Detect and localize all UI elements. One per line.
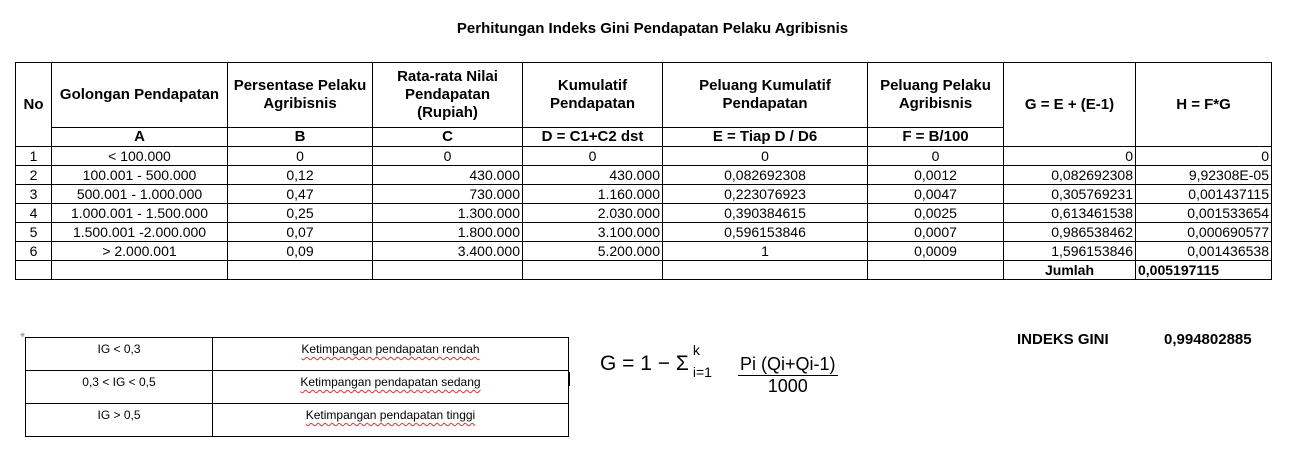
cell-rata-rata: 730.000: [373, 185, 523, 204]
cell-peluang-kumulatif: 0,390384615: [663, 204, 868, 223]
cell-golongan: 1.000.001 - 1.500.000: [52, 204, 228, 223]
cell-h: 0: [1136, 147, 1272, 166]
formula-numerator: Pi (Qi+Qi-1): [740, 354, 836, 374]
gini-legend-table: [25, 337, 569, 437]
table-row: [16, 242, 1272, 261]
cell-g: 0,305769231: [1004, 185, 1136, 204]
header-persentase: Persentase Pelaku Agribisnis: [228, 63, 373, 128]
page-title: Perhitungan Indeks Gini Pendapatan Pelaku Agribisnis: [456, 20, 849, 37]
cell-peluang-pelaku: 0,0009: [868, 242, 1004, 261]
table-row: [16, 204, 1272, 223]
cell-g: 0,082692308: [1004, 166, 1136, 185]
cell-rata-rata: 1.300.000: [373, 204, 523, 223]
cell-rata-rata: 430.000: [373, 166, 523, 185]
legend-row: [26, 338, 569, 371]
cell-rata-rata: 3.400.000: [373, 242, 523, 261]
cell-kumulatif: 430.000: [523, 166, 663, 185]
legend-meaning: Ketimpangan pendapatan tinggi: [213, 404, 569, 437]
cell-persentase: 0,09: [228, 242, 373, 261]
table-row: [16, 147, 1272, 166]
table-anchor-icon: ⌖: [20, 330, 26, 340]
table-row: [16, 223, 1272, 242]
subheader-a: A: [52, 128, 228, 147]
cell-g: 0: [1004, 147, 1136, 166]
cell-golongan: 100.001 - 500.000: [52, 166, 228, 185]
cell-peluang-kumulatif: 0: [663, 147, 868, 166]
cell-no: 1: [16, 147, 52, 166]
cell-golongan: 1.500.001 -2.000.000: [52, 223, 228, 242]
empty-cell: [523, 261, 663, 280]
cell-no: 6: [16, 242, 52, 261]
cell-no: 3: [16, 185, 52, 204]
text-cursor: [569, 372, 570, 386]
summation-symbol: Σ k i=1: [675, 342, 712, 380]
header-peluang-pelaku: Peluang Pelaku Agribisnis: [868, 63, 1004, 128]
formula-fraction: [738, 354, 838, 396]
cell-peluang-kumulatif: 0,596153846: [663, 223, 868, 242]
cell-no: 5: [16, 223, 52, 242]
cell-persentase: 0,12: [228, 166, 373, 185]
gini-formula: [600, 342, 724, 380]
cell-kumulatif: 5.200.000: [523, 242, 663, 261]
cell-persentase: 0,47: [228, 185, 373, 204]
header-no: No: [16, 63, 52, 147]
total-label: Jumlah: [1004, 261, 1136, 280]
legend-row: [26, 404, 569, 437]
cell-golongan: 500.001 - 1.000.000: [52, 185, 228, 204]
cell-peluang-kumulatif: 0,223076923: [663, 185, 868, 204]
subheader-d: D = C1+C2 dst: [523, 128, 663, 147]
header-rata-rata: Rata-rata Nilai Pendapatan (Rupiah): [373, 63, 523, 128]
table-row: [16, 166, 1272, 185]
cell-peluang-pelaku: 0,0012: [868, 166, 1004, 185]
legend-meaning: Ketimpangan pendapatan rendah: [213, 338, 569, 371]
cell-peluang-kumulatif: 0,082692308: [663, 166, 868, 185]
cell-no: 4: [16, 204, 52, 223]
subheader-e: E = Tiap D / D6: [663, 128, 868, 147]
cell-peluang-pelaku: 0,0047: [868, 185, 1004, 204]
empty-cell: [52, 261, 228, 280]
cell-h: 0,001437115: [1136, 185, 1272, 204]
cell-g: 0,986538462: [1004, 223, 1136, 242]
subheader-b: B: [228, 128, 373, 147]
empty-cell: [373, 261, 523, 280]
cell-persentase: 0,25: [228, 204, 373, 223]
gini-index-label: INDEKS GINI: [1017, 331, 1109, 348]
header-kumulatif: Kumulatif Pendapatan: [523, 63, 663, 128]
cell-peluang-pelaku: 0,0025: [868, 204, 1004, 223]
total-row: [16, 261, 1272, 280]
cell-h: 0,001533654: [1136, 204, 1272, 223]
total-value: 0,005197115: [1136, 261, 1272, 280]
cell-h: 9,92308E-05: [1136, 166, 1272, 185]
header-golongan: Golongan Pendapatan: [52, 63, 228, 128]
header-g: G = E + (E-1): [1004, 63, 1136, 147]
cell-kumulatif: 0: [523, 147, 663, 166]
cell-kumulatif: 3.100.000: [523, 223, 663, 242]
formula-denominator: 1000: [767, 376, 808, 396]
cell-kumulatif: 1.160.000: [523, 185, 663, 204]
cell-no: 2: [16, 166, 52, 185]
cell-peluang-pelaku: 0: [868, 147, 1004, 166]
empty-cell: [16, 261, 52, 280]
cell-peluang-kumulatif: 1: [663, 242, 868, 261]
empty-cell: [868, 261, 1004, 280]
cell-g: 0,613461538: [1004, 204, 1136, 223]
empty-cell: [228, 261, 373, 280]
cell-golongan: > 2.000.001: [52, 242, 228, 261]
cell-rata-rata: 1.800.000: [373, 223, 523, 242]
cell-persentase: 0: [228, 147, 373, 166]
gini-index-value: 0,994802885: [1164, 331, 1252, 348]
header-h: H = F*G: [1136, 63, 1272, 147]
legend-condition: 0,3 < IG < 0,5: [26, 371, 213, 404]
gini-calculation-table: [15, 62, 1272, 280]
cell-peluang-pelaku: 0,0007: [868, 223, 1004, 242]
cell-persentase: 0,07: [228, 223, 373, 242]
legend-meaning: Ketimpangan pendapatan sedang: [213, 371, 569, 404]
formula-lhs: G = 1 −: [600, 352, 671, 375]
cell-h: 0,001436538: [1136, 242, 1272, 261]
legend-condition: IG < 0,3: [26, 338, 213, 371]
cell-g: 1,596153846: [1004, 242, 1136, 261]
header-peluang-kumulatif: Peluang Kumulatif Pendapatan: [663, 63, 868, 128]
cell-kumulatif: 2.030.000: [523, 204, 663, 223]
cell-h: 0,000690577: [1136, 223, 1272, 242]
legend-condition: IG > 0,5: [26, 404, 213, 437]
cell-rata-rata: 0: [373, 147, 523, 166]
empty-cell: [663, 261, 868, 280]
subheader-c: C: [373, 128, 523, 147]
legend-row: [26, 371, 569, 404]
cell-golongan: < 100.000: [52, 147, 228, 166]
subheader-f: F = B/100: [868, 128, 1004, 147]
table-row: [16, 185, 1272, 204]
